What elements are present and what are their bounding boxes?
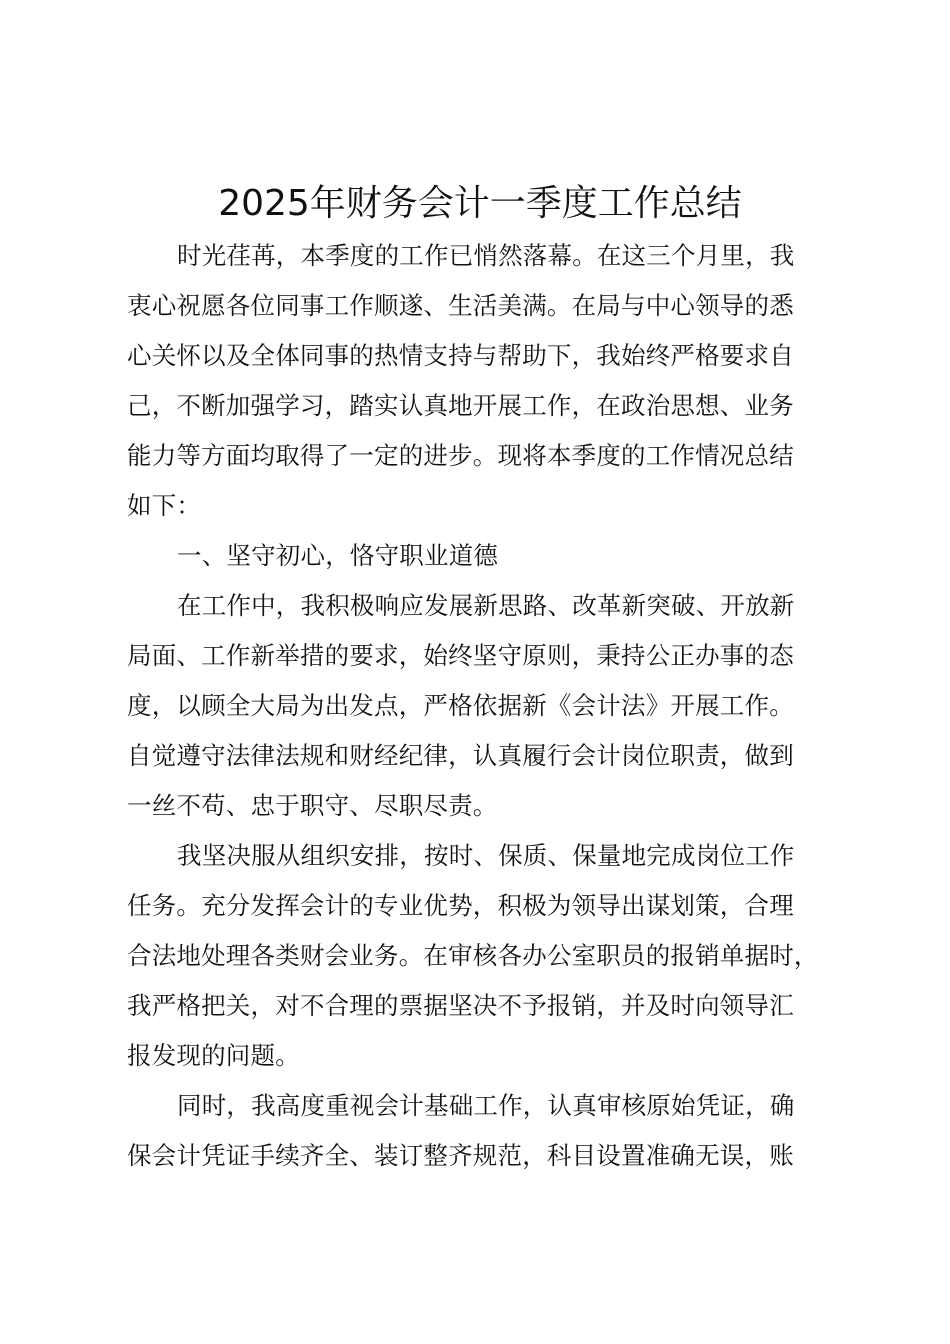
paragraph-line: 己，不断加强学习，踏实认真地开展工作，在政治思想、业务 — [127, 391, 794, 420]
document-body — [127, 231, 839, 1181]
paragraph-line: 同时，我高度重视会计基础工作，认真审核原始凭证，确 — [177, 1091, 795, 1120]
document-title: 2025年财务会计一季度工作总结 — [218, 183, 742, 224]
paragraph-line: 保会计凭证手续齐全、装订整齐规范，科目设置准确无误，账 — [127, 1141, 794, 1170]
paragraph-line: 衷心祝愿各位同事工作顺遂、生活美满。在局与中心领导的悉 — [127, 291, 794, 320]
paragraph-line: 任务。充分发挥会计的专业优势，积极为领导出谋划策，合理 — [127, 891, 794, 920]
paragraph-line: 在工作中，我积极响应发展新思路、改革新突破、开放新 — [177, 591, 795, 620]
paragraph-line: 度，以顾全大局为出发点，严格依据新《会计法》开展工作。 — [127, 691, 794, 720]
paragraph-line: 我坚决服从组织安排，按时、保质、保量地完成岗位工作 — [177, 841, 795, 870]
paragraph-line: 一丝不苟、忠于职守、尽职尽责。 — [127, 791, 498, 820]
paragraph-line: 心关怀以及全体同事的热情支持与帮助下，我始终严格要求自 — [127, 341, 794, 370]
section-heading: 一、坚守初心，恪守职业道德 — [177, 541, 499, 570]
paragraph-line: 我严格把关，对不合理的票据坚决不予报销，并及时向领导汇 — [127, 991, 794, 1020]
paragraph-line: 如下： — [127, 491, 202, 520]
paragraph-line: 自觉遵守法律法规和财经纪律，认真履行会计岗位职责，做到 — [127, 741, 794, 770]
paragraph-line: 报发现的问题。 — [127, 1041, 300, 1070]
paragraph-line: 时光荏苒，本季度的工作已悄然落幕。在这三个月里，我 — [177, 241, 795, 270]
paragraph-line: 能力等方面均取得了一定的进步。现将本季度的工作情况总结 — [127, 441, 794, 470]
paragraph-line: 合法地处理各类财会业务。在审核各办公室职员的报销单据时， — [127, 941, 819, 970]
paragraph-line: 局面、工作新举措的要求，始终坚守原则，秉持公正办事的态 — [127, 641, 794, 670]
